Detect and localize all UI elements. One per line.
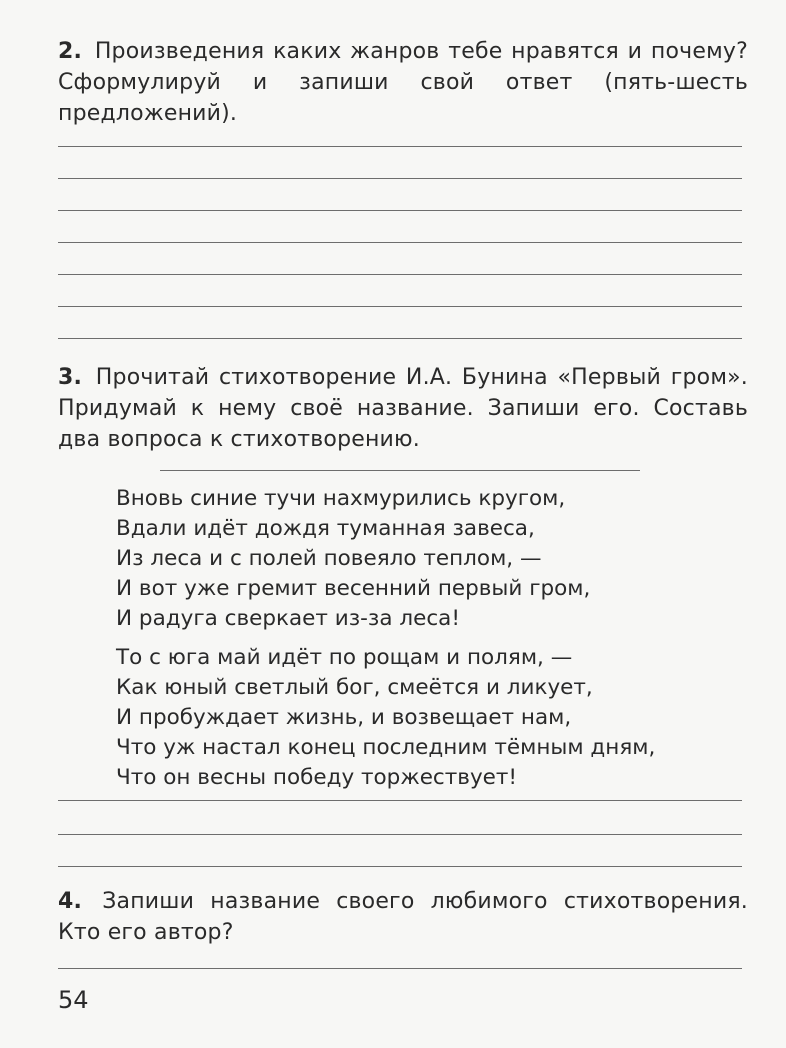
poem-stanza-1: [116, 484, 736, 634]
poem-line: Вновь синие тучи нахмурились кругом,: [116, 486, 566, 511]
poem-line: И пробуждает жизнь, и возвещает нам,: [116, 705, 572, 730]
poem-line: Что он весны победу торжествует!: [116, 765, 518, 790]
poem-line: Вдали идёт дождя туманная завеса,: [116, 516, 535, 541]
answer-line-2-2[interactable]: [58, 178, 742, 179]
page-number: 54: [58, 986, 89, 1014]
poem-line: И вот уже гремит весенний первый гром,: [116, 576, 591, 601]
task-3-number: 3.: [58, 365, 83, 390]
poem-line: Что уж настал конец последним тёмным дням,: [116, 735, 656, 760]
answer-line-2-3[interactable]: [58, 210, 742, 211]
answer-line-2-6[interactable]: [58, 306, 742, 307]
answer-line-4-1[interactable]: [58, 968, 742, 969]
answer-line-2-4[interactable]: [58, 242, 742, 243]
task-4-number: 4.: [58, 889, 83, 914]
answer-line-3-3[interactable]: [58, 866, 742, 867]
task-3: [58, 362, 748, 455]
poem-line: То с юга май идёт по рощам и полям, —: [116, 645, 573, 670]
poem-line: Из леса и с полей повеяло теплом, —: [116, 546, 542, 571]
answer-line-3-2[interactable]: [58, 834, 742, 835]
answer-line-2-5[interactable]: [58, 274, 742, 275]
task-3-text: Прочитай стихотворение И.А. Бунина «Первый гром». Придумай к нему своё название. Запиши его. Составь два вопроса к стихотворению.: [58, 365, 748, 452]
poem-stanza-2: [116, 643, 736, 793]
answer-line-2-7[interactable]: [58, 338, 742, 339]
task-2-number: 2.: [58, 39, 83, 64]
poem-title-line[interactable]: [160, 470, 640, 471]
answer-line-2-1[interactable]: [58, 146, 742, 147]
poem: [116, 484, 736, 793]
poem-line: Как юный светлый бог, смеётся и ликует,: [116, 675, 593, 700]
poem-line: И радуга сверкает из-за леса!: [116, 606, 460, 631]
task-2: [58, 36, 748, 129]
task-4: [58, 886, 748, 948]
task-2-text: Произведения каких жанров тебе нравятся и почему? Сформулируй и запиши свой ответ (пять-шесть предложений).: [58, 39, 748, 126]
answer-line-3-1[interactable]: [58, 800, 742, 801]
task-4-text: Запиши название своего любимого стихотворения. Кто его автор?: [58, 889, 748, 945]
